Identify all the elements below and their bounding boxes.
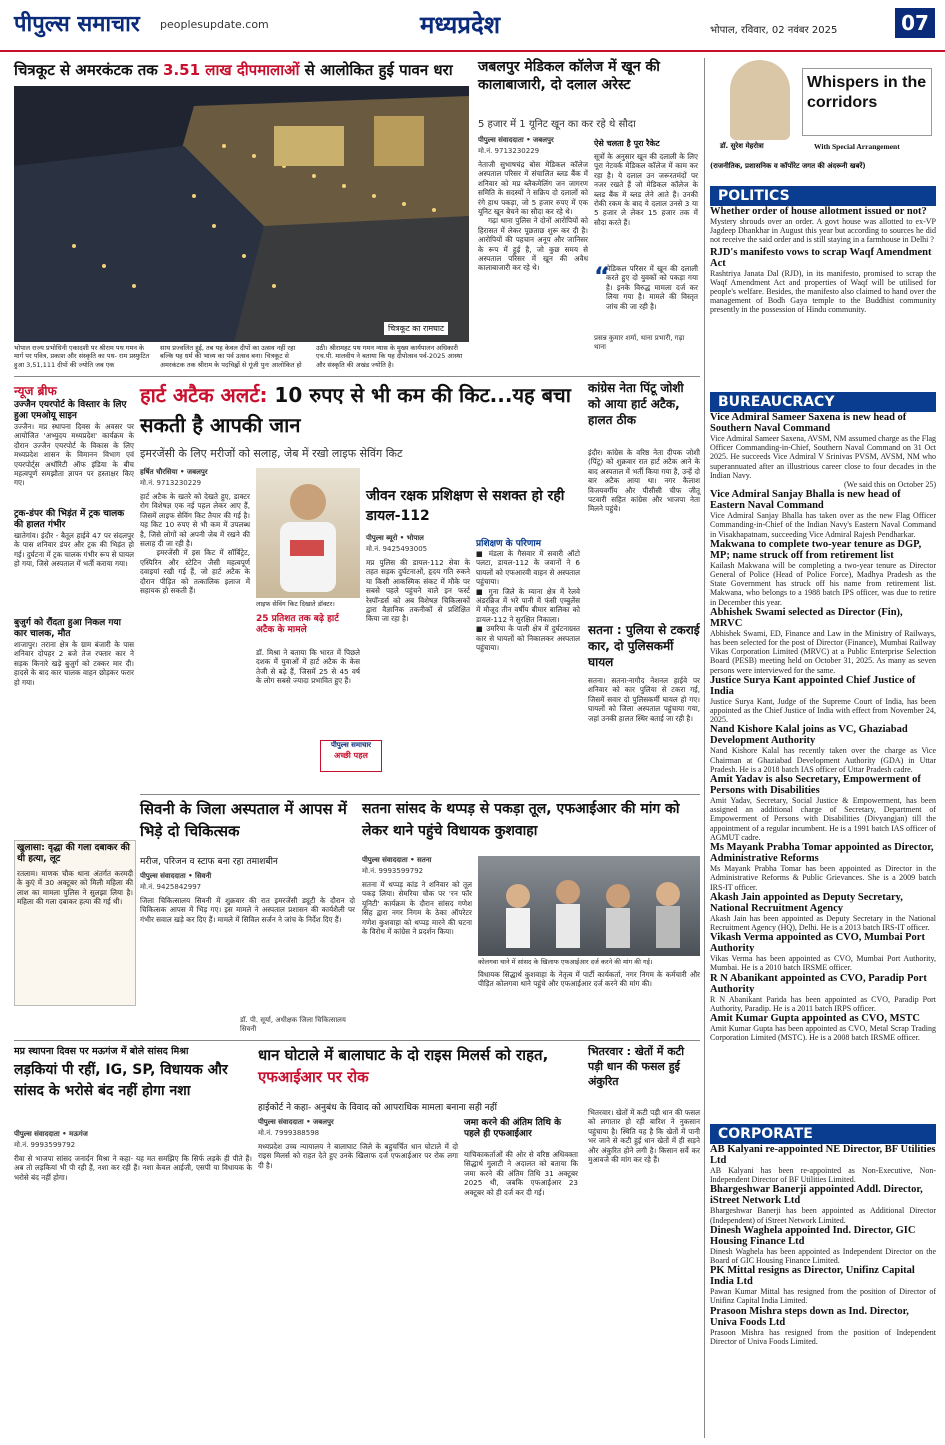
section-divider xyxy=(140,794,700,795)
satna-mp-body: सतना में थप्पड़ कांड ने शनिवार को तूल पकड़ लिया। सेमरिया चौक पर 'रन फॉर यूनिटी' कार्यक्रम के दौरान सांसद गणेश सिंह द्वारा नगर निगम के ठेका ऑपरेटर गणेश कुशवाहा को थप्पड़ मारने की घटना के विरोध में कांग्रेस ने प्रदर्शन किया। xyxy=(362,880,475,937)
bureaucracy-item-title: Justice Surya Kant appointed Chief Justice of India xyxy=(710,674,916,697)
jabalpur-byline: पीपुल्स संवाददाता • जबलपुर xyxy=(478,136,554,144)
satna-mp-headline: सतना सांसद के थप्पड़ से पकड़ा तूल, एफआईआर की मांग को लेकर थाने पहुंचे विधायक कुशवाहा xyxy=(362,801,680,839)
jabalpur-body: नेताजी सुभाषचंद्र बोस मेडिकल कॉलेज अस्पताल परिसर में संचालित ब्लड बैंक में शनिवार को मप्र ब्लैकमेलिंग जन जागरण समिति के सदस्यों ने सक्रिय दो दलालों को रंगे हाथ पकड़ा, जो 5 हजार रुपए में एक यूनिट खून बेचने का सौदा कर रहे थे। गढ़ा थाना पुलिस ने दोनों आरोपियों को हिरासत में लेकर पूछताछ शुरू कर दी है। आरोपियों की पहचान अनूप और जानिसर के रूप में हुई है, जो कुछ समय से अस्पताल परिसर में खून की अवैध कालाबाजारी कर रहे थे। xyxy=(478,160,588,273)
heart-mobile: मो.नं. 9713230229 xyxy=(140,479,202,487)
corporate-item-title: AB Kalyani re-appointed NE Director, BF Utilities Ltd xyxy=(710,1144,936,1166)
ghat-illustration xyxy=(14,86,469,342)
bureaucracy-label: BUREAUCRACY xyxy=(710,392,936,412)
drugs-kicker: मप्र स्थापना दिवस पर मऊगंज में बोले सांसद मिश्रा xyxy=(14,1046,189,1057)
doctor-illustration xyxy=(256,468,360,598)
bureaucracy-item-title: R N Abanikant appointed as CVO, Paradip Port Authority xyxy=(710,972,927,995)
special-arrangement: With Special Arrangement xyxy=(814,142,900,151)
satna-police-headline: सतना : पुलिया से टकराई कार, दो पुलिसकर्मी घायल xyxy=(588,623,700,669)
whispers-tagline: (राजनीतिक, प्रशासनिक व कॉर्पोरेट जगत की अंदरूनी खबरें) xyxy=(710,162,866,170)
headline-highlight: 3.51 लाख दीपमालाओं xyxy=(163,61,300,79)
paddy-headline xyxy=(258,1044,578,1098)
chitrakoot-headline xyxy=(14,58,469,86)
results-title: प्रशिक्षण के परिणाम xyxy=(476,539,542,549)
bureaucracy-section xyxy=(710,412,936,1122)
corporate-item-body: Dinesh Waghela has been appointed as Independent Director on the Board of GIC Housing Finance Limited. xyxy=(710,1246,936,1266)
jabalpur-headline: जबलपुर मेडिकल कॉलेज में खून की कालाबाजारी, दो दलाल अरेस्ट xyxy=(478,59,660,93)
section-divider xyxy=(14,1040,700,1041)
bureaucracy-item-body: Justice Surya Kant, Judge of the Supreme Court of India, has been appointed as the Chief Justice of India with effect from November 24, 2025. xyxy=(710,696,936,725)
corporate-item-title: Bhargeshwar Banerji appointed Addl. Director, iStreet Network Ltd xyxy=(710,1184,923,1207)
bureaucracy-item-body: Nand Kishore Kalal has recently taken over the charge as Vice Chairman at Ghaziabad Development Authority (GDA) in Uttar Pradesh. He is a 2018 batch IAS officer of Uttar Pradesh cadre. xyxy=(710,746,936,774)
satna-mp-mobile: मो.नं. 9993599792 xyxy=(362,867,424,875)
politics-section xyxy=(710,206,936,390)
bureaucracy-item-title: Amit Yadav is also Secretary, Empowerment of Persons with Disabilities xyxy=(710,774,921,797)
news-brief-label: न्यूज ब्रीफ xyxy=(14,384,57,398)
bureaucracy-item-body: Vice Admiral Sameer Saxena, AVSM, NM assumed charge as the Flag Officer Commanding-in-Chief, Southern Naval Command on 31 Oct 2025. He succeeds Vice Admiral V Srinivas PVSM, AVSM, NM who superannuated after an illustrious career close to four decades in the Indian Navy. xyxy=(710,434,936,480)
bureaucracy-item-body: Amit Kumar Gupta has been appointed as CVO, Metal Scrap Trading Corporation Limited (MSTC). He is a 2008 batch IRSME officer. xyxy=(710,1023,936,1043)
corporate-item-title: PK Mittal resigns as Director, Unifinz Capital India Ltd xyxy=(710,1265,915,1288)
bureaucracy-item-title: Vikash Verma appointed as CVO, Mumbai Port Authority xyxy=(710,932,925,955)
brief-headline: खुलासा: वृद्धा की गला दबाकर की थी हत्या, लूट xyxy=(17,843,130,864)
paddy-side-headline: जमा करने की अंतिम तिथि के पहले ही एफआईआर xyxy=(464,1118,562,1139)
heart-headline xyxy=(140,380,580,444)
congress-headline: कांग्रेस नेता पिंटू जोशी को आया हार्ट अटैक, हालत ठीक xyxy=(588,381,684,427)
corporate-section xyxy=(710,1144,936,1438)
drugs-mobile: मो.नं. 9993599792 xyxy=(14,1141,76,1149)
seoni-body: जिला चिकित्सालय सिवनी में शुक्रवार की रात इमरजेंसी ड्यूटी के दौरान दो चिकित्सक आपस में भिड़ गए। इस मामले ने अस्पताल प्रशासन की कार्यशैली पर गंभीर सवाल खड़े कर दिए हैं। मामले में सिविल सर्जन ने जांच के निर्देश दिए हैं। xyxy=(140,896,358,924)
bureaucracy-item-body: R N Abanikant Parida has been appointed as CVO, Paradip Port Authority, Paradip. He is a 2011 batch IRPS officer. xyxy=(710,994,936,1013)
chitrakoot-caption-3: उठी। श्रीरामहट पथ गमन न्यास के मुख्य कार्यपालन अधिकारी एच.पी. मालवीय ने बताया कि यह दीपोत्सव पर्व-2025 आस्था और संस्कृति की अखंड ज्योति है। xyxy=(316,344,463,369)
seoni-subhead: मरीज, परिजन व स्टाफ बना रहा तमाशबीन xyxy=(140,857,278,867)
column-divider xyxy=(704,58,705,1438)
page-number: 07 xyxy=(895,8,935,38)
seoni-byline: पीपुल्स संवाददाता • सिवनी xyxy=(140,872,212,880)
bureaucracy-item-body: Abhishek Swami, ED, Finance and Law in the Ministry of Railways, has been selected for the post of Director (Finance), Mumbai Railway Vikas Corporation Limited (MRVC) at a Public Enterprise Selection Board (PESB) meeting held on October 31, 2025. As many as seven persons were interviewed for the same. xyxy=(710,628,936,675)
headline-highlight: एफआईआर पर रोक xyxy=(258,1068,369,1086)
corporate-item-body: AB Kalyani has been re-appointed as Non-Executive, Non-Independent Director of BF Utilities Limited. xyxy=(710,1166,936,1185)
bureaucracy-item-body: Kailash Makwana will be completing a two-year tenure as Director General of Police (Head of Police Force), Madhya Pradesh as the State Government has struck off his name from retirement list. Makwana, who belongs to a 1988 batch IPS officer, was due to retire in December this year. xyxy=(710,560,936,607)
bhitarwar-body: भितरवार। खेतों में कटी पड़ी धान की फसल को लगातार हो रही बारिश ने नुकसान पहुंचाया है। स्थिति यह है कि खेतों में पानी भर जाने से कटी हुई धान खेतों में ही सड़ने और अंकुरित होने लगी है। किसान सर्वे कर मुआवजे की मांग कर रहे हैं। xyxy=(588,1108,703,1165)
photo-tag: चित्रकूट का रामघाट xyxy=(384,322,448,335)
bureaucracy-item-body: Vikas Verma has been appointed as CVO, Mumbai Port Authority, Mumbai. He is a 2010 batch IRSME officer. xyxy=(710,954,936,973)
brief-body: उज्जैन। मप्र स्थापना दिवस के अवसर पर आयोजित 'अभ्युदय मध्यप्रदेश' कार्यक्रम के दौरान उज्जैन एयरपोर्ट के विकास के लिए मध्यप्रदेश शासन के विमानन विभाग एवं एयरपोर्ट्स अथॉरिटी ऑफ इंडिया के बीच महत्वपूर्ण समझौता ज्ञापन पर हस्ताक्षर किए गए। xyxy=(14,422,137,488)
brief-body: रतलाम। माणक चौक थाना अंतर्गत करमदी के कुएं में 30 अक्टूबर को मिली महिला की लाश का मामला पुलिस ने सुलझा लिया है। महिला की गला दबाकर हत्या की गई थी। xyxy=(17,869,136,907)
bureaucracy-item-title: Amit Kumar Gupta appointed as CVO, MSTC xyxy=(710,1012,920,1024)
heart-side-body: डॉ. मिश्रा ने बताया कि भारत में पिछले दशक में युवाओं में हार्ट अटैक के केस तेजी से बढ़े हैं, जिसमें 25 से 45 वर्ष के लोग सबसे ज्यादा प्रभावित हुए हैं। xyxy=(256,648,363,686)
bureaucracy-item-title: Nand Kishore Kalal joins as VC, Ghaziabad Development Authority xyxy=(710,724,908,747)
newspaper-logo: पीपुल्स समाचार xyxy=(14,12,140,37)
dial-results xyxy=(476,536,580,790)
bhitarwar-headline: भितरवार : खेतों में कटी पड़ी धान की फसल हुई अंकुरित xyxy=(588,1045,685,1088)
corporate-item-body: Prasoon Mishra has resigned from the position of Independent Director of Univa Foods Limited. xyxy=(710,1327,936,1346)
results-list: ■ मंडला के गैसवार में सवारी ऑटो पलटा, डायल-112 के जवानों ने 6 घायलों को एफआरवी वाहन से अस्पताल पहुंचाया। ■ गुना जिले के म्याना क्षेत्र में रेलवे अंडरब्रिज में भरे पानी में फंसी एम्बुलेंस में मौजूद तीन वर्षीय बीमार बालिका को डायल-112 ने सुरक्षित निकाला। ■ उमरिया के पाली क्षेत्र में दुर्घटनाग्रस्त कार से घायलों को निकालकर अस्पताल पहुंचाया। xyxy=(476,549,580,653)
section-divider xyxy=(14,376,700,377)
politics-item-title: Whether order of house allotment issued or not? xyxy=(710,206,927,217)
paddy-subhead: हाईकोर्ट ने कहा- अनुबंध के विवाद को आपराधिक मामला बनाना सही नहीं xyxy=(258,1103,497,1113)
news-brief-column xyxy=(14,400,137,840)
drugs-headline: लड़कियां पी रहीं, IG, SP, विधायक और सांसद के भरोसे बंद नहीं होगा नशा xyxy=(14,1062,228,1099)
bureaucracy-item-body: Akash Jain has been appointed as Deputy Secretary in the National Recruitment Agency (HQ), Delhi. He is a 2013 batch IRS-IT officer. xyxy=(710,913,936,932)
politics-item-title: RJD's manifesto vows to scrap Waqf Amendment Act xyxy=(710,246,932,269)
brief-headline: बुजुर्ग को रौंदता हुआ निकल गया कार चालक, मौत xyxy=(14,618,121,639)
columnist-photo xyxy=(730,60,790,140)
protest-illustration xyxy=(478,856,700,956)
corporate-label: CORPORATE xyxy=(710,1124,936,1144)
quote-mark-icon: “ xyxy=(594,262,610,290)
masthead xyxy=(0,0,945,52)
corporate-item-title: Prasoon Mishra steps down as Ind. Director, Univa Foods Ltd xyxy=(710,1305,909,1328)
heart-byline: हर्षित चौरसिया • जबलपुर xyxy=(140,468,208,476)
jabalpur-subheading: ऐसे चलता है पूरा रैकेट xyxy=(594,139,660,148)
headline-highlight: हार्ट अटैक अलर्ट: xyxy=(140,383,268,407)
politics-item-body: Rashtriya Janata Dal (RJD), in its manifesto, promised to scrap the Waqf Amendment Act and properties of Waqf will be utilised for people's welfare. Besides, the manifesto also claimed to hand over the management of Bodh Gaya temple to the Buddhist community presently in the possession of Hindu community. xyxy=(710,268,936,315)
satna-mp-byline: पीपुल्स संवाददाता • सतना xyxy=(362,856,432,864)
brief-headline: उज्जैन एयरपोर्ट के विस्तार के लिए हुआ एमओयू साइन xyxy=(14,400,127,421)
chitrakoot-caption-2: साथ प्रज्वलित हुई, तब यह केवल दीपों का उत्सव नहीं रहा बल्कि यह धर्म की भाव्य का पर्व उत्सव बना। चित्रकूट से अमरकंटक तक श्रीराम के पदचिह्नों से गूंजी पुनः आलोकित हो xyxy=(160,344,302,369)
heart-subhead: इमरजेंसी के लिए मरीजों को सलाह, जेब में रखो लाइफ सेविंग किट xyxy=(140,447,403,460)
paddy-mobile: मो.नं. 7999388598 xyxy=(258,1129,320,1137)
heart-side-headline: 25 प्रतिशत तक बढ़े हार्ट अटैक के मामले xyxy=(256,614,339,635)
dial-body: मप्र पुलिस की डायल-112 सेवा के तहत सड़क दुर्घटनाओं, हृदय गति रुकने या किसी आकस्मिक संकट में मौके पर सबसे पहले पहुंचने वाले इन फर्स्ट रेस्पॉन्डर्स को अब विशेषज्ञ चिकित्सकों द्वारा वैज्ञानिक तकनीकों से प्रशिक्षित किया जा रहा है। xyxy=(366,558,473,624)
satna-mp-body-2: विधायक सिद्धार्थ कुशवाहा के नेतृत्व में पार्टी कार्यकर्ता, नगर निगम के कर्मचारी और पीड़ित कोलगवा थाने पहुंचे और एफआईआर दर्ज करने की मांग की। xyxy=(478,970,703,989)
brief-body: खातेगांव। इंदौर - बैतूल हाईवे 47 पर संदलपुर के पास शनिवार डंपर और ट्रक की भिड़ंत हो गई। दुर्घटना में ट्रक चालक गंभीर रूप से घायल हो गया, जिसे अस्पताल में भर्ती कराया गया। xyxy=(14,531,137,569)
drugs-body: रीवा से भाजपा सांसद जनार्दन मिश्रा ने कहा- यह मत समझिए कि सिर्फ लड़के ही पीते हैं। अब तो लड़कियां भी पी रही हैं, नशा कर रही हैं। नशा केवल आईजी, एसपी या विधायक के भरोसे बंद नहीं होगा। xyxy=(14,1154,255,1182)
jabalpur-quote: मेडिकल परिसर में खून की दलाली करते हुए दो युवकों को पकड़ा गया है। इनके विरुद्ध मामला दर्ज कर लिया गया है। मामले की विस्तृत जांच की जा रही है। xyxy=(606,264,701,311)
bureaucracy-item-title: Abhishek Swami selected as Director (Fin), MRVC xyxy=(710,606,903,629)
bureaucracy-item-body: Vice Admiral Sanjay Bhalla has taken over as the new Flag Officer Commanding-in-Chief of the Indian Navy's Eastern Naval Command in Visakhapatnam, succeeding Vice Admiral Rajesh Pendharkar. xyxy=(710,511,936,539)
satna-police-body: सतना। सतना-नागौद नेशनल हाईवे पर शनिवार को कार पुलिया से टकरा गई, जिसमें सवार दो पुलिसकर्मी घायल हो गए। घायलों को जिला अस्पताल पहुंचाया गया, जहां उनकी हालत स्थिर बताई जा रही है। xyxy=(588,676,703,723)
website-url[interactable]: peoplesupdate.com xyxy=(160,18,269,31)
chitrakoot-photo xyxy=(14,86,469,342)
dial-mobile: मो.नं. 9425493005 xyxy=(366,545,428,553)
satna-protest-photo xyxy=(478,856,700,956)
drugs-byline: पीपुल्स संवाददाता • मऊगंज xyxy=(14,1130,88,1138)
paddy-byline: पीपुल्स संवाददाता • जबलपुर xyxy=(258,1118,334,1126)
badge-brand: पीपुल्स समाचार xyxy=(330,741,372,749)
whispers-header xyxy=(710,58,936,158)
heart-body: हार्ट अटैक के खतरे को देखते हुए, डाक्टर रोग विशेषज्ञ एक नई पहल लेकर आए हैं, जिसमें लाइफ सेविंग किट तैयार की गई है। यह किट 10 रुपए से भी कम में उपलब्ध है, जिसे लोगों को अपनी जेब में रखने की सलाह दी जा रही है। इमरजेंसी में इस किट में सॉर्बिट्रेट, एस्पिरिन और स्टेटिन जैसी महत्वपूर्ण दवाइयां रखी गई हैं, जो हार्ट अटैक के दौरान पीड़ित को तत्कालिक इलाज में सहायक हो सकती हैं। xyxy=(140,492,251,596)
section-title: मध्यप्रदेश xyxy=(420,11,501,39)
jabalpur-mobile: मो.नं. 9713230229 xyxy=(478,147,540,155)
bureaucracy-item-title: Makwana to complete two-year tenure as DGP, MP; name struck off from retirement list xyxy=(710,538,922,561)
corporate-item-title: Dinesh Waghela appointed Ind. Director, GIC Housing Finance Ltd xyxy=(710,1224,916,1247)
corporate-item-body: Pawan Kumar Mittal has resigned from the position of Director of Unifinz Capital India Limited. xyxy=(710,1287,936,1306)
corporate-item-body: Bhargeshwar Banerji has been appointed as Additional Director (Independent) of iStreet Network Limited. xyxy=(710,1206,936,1225)
dateline: भोपाल, रविवार, 02 नवंबर 2025 xyxy=(710,25,838,36)
bureaucracy-item-title: Vice Admiral Sanjay Bhalla is new head of Eastern Naval Command xyxy=(710,489,901,512)
seoni-mobile: मो.नं. 9425842997 xyxy=(140,883,202,891)
politics-label: POLITICS xyxy=(710,186,936,206)
columnist-name: डॉ. सुरेश मेहरोत्रा xyxy=(720,142,764,150)
headline-part: धान घोटाले में बालाघाट के दो राइस मिलर्स को राहत, xyxy=(258,1046,549,1064)
badge-label: अच्छी पहल xyxy=(334,751,368,760)
satna-photo-caption: कोलगवा थाने में सांसद के खिलाफ एफआईआर दर्ज करने की मांग की गई। xyxy=(478,958,653,966)
seoni-signature: डॉ. पी. सूर्या, अधीक्षक जिला चिकित्सालय सिवनी xyxy=(240,1016,346,1033)
brief-body: शाजापुर। तराना क्षेत्र के ग्राम बंजारी के पास शनिवार दोपहर 2 बजे तेज रफ्तार कार ने सड़क किनारे खड़े बुजुर्ग को टक्कर मार दी। हादसे के बाद कार चालक वाहन छोड़कर फरार हो गया। xyxy=(14,640,137,687)
headline-part: 10 रुपए से भी कम की किट...यह बचा सकती है आपकी जान xyxy=(140,383,571,437)
bureaucracy-item-title: Akash Jain appointed as Deputy Secretary, National Recruitment Agency xyxy=(710,891,903,914)
congress-body: इंदौर। कांग्रेस के वरिष्ठ नेता दीपक जोशी (पिंटू) को शुक्रवार रात हार्ट अटैक आने के बाद अस्पताल में भर्ती किया गया है, उन्हें दो बार अटैक आया था। नगर कैलाश विजयवर्गीय और पीसीसी चीफ जीतू पटवारी सहित कांग्रेस और भाजपा नेता मिलने पहुंचे। xyxy=(588,448,703,514)
doctor-photo xyxy=(256,468,360,598)
jabalpur-quote-by: प्रसन्न कुमार शर्मा, थाना प्रभारी, गढ़ा थाना xyxy=(594,334,685,351)
bureaucracy-item-title: Vice Admiral Sameer Saxena is new head of Southern Naval Command xyxy=(710,412,907,434)
seoni-headline: सिवनी के जिला अस्पताल में आपस में भिड़े दो चिकित्सक xyxy=(140,800,347,840)
jabalpur-body-2: सूत्रों के अनुसार खून की दलाली के लिए पूरा नेटवर्क मेडिकल कॉलेज में काम कर रहा है। ये दलाल उन जरूरतमंदों पर नजर रखते हैं जो मेडिकल कॉलेज के ब्लड बैंक में ब्लड लेने आते हैं। उनकी रोकी रकम के बाद ये दलाल उनसे 3 या 5 हजार ले लेकर 15 हजार तक में सौदा करते हैं। xyxy=(594,152,701,227)
brief-headline: ट्रक-डंपर की भिड़ंत में ट्रक चालक की हालत गंभीर xyxy=(14,509,125,530)
whispers-title: Whispers in the corridors xyxy=(802,68,932,136)
chitrakoot-caption-1: भोपाल राज्य प्रभोधिनी एकादशी पर श्रीराम पथ गमन के मार्ग पर पवित्र, प्रकाश और संस्कृति का पथ- राम प्रस्फुटित हुआ 3,51,111 दीपों की ज्योति जब एक xyxy=(14,344,150,369)
doctor-photo-caption: लाइफ सेविंग किट दिखाते डॉक्टर। xyxy=(256,600,335,608)
dial-headline: जीवन रक्षक प्रशिक्षण से सशक्त हो रही डायल-112 xyxy=(366,488,565,524)
politics-item-body: Mystery shrouds over an order. A govt house was allotted to ex-VP Jagdeep Dhankhar in August this year but according to sources he did not receive the said order and is still staying in a farmhouse in Delhi ? xyxy=(710,217,936,245)
bureaucracy-item-body: Amit Yadav, Secretary, Social Justice & Empowerment, has been assigned an additional charge of Secretary, Department of Empowerment of Persons with Disabilities (Divyangjan) till the appointment of a regular incumbent. He is a 1991 batch IAS officer of AGMUT cadre. xyxy=(710,796,936,842)
bureaucracy-item-body: Ms Mayank Prabha Tomar has been appointed as Director in the Administrative Reforms & Public Grievances. She is a 2009 batch IRS-IT officer. xyxy=(710,864,936,892)
jabalpur-subhead: 5 हजार में 1 यूनिट खून का कर रहे थे सौदा xyxy=(478,119,636,130)
headline-part: चित्रकूट से अमरकंटक तक xyxy=(14,61,164,79)
paddy-side-body: याचिकाकर्ताओं की ओर से वरिष्ठ अधिवक्ता सिद्धार्थ गुलाटी ने अदालत को बताया कि जमा करने की अंतिम तिथि 31 अक्टूबर 2025 थी, जबकि एफआईआर 23 अक्टूबर को ही दर्ज कर दी गई। xyxy=(464,1150,581,1197)
paddy-body: मध्यप्रदेश उच्च न्यायालय ने बालाघाट जिले के बहुचर्चित धान घोटाले में दो राइस मिलर्स को राहत देते हुए उनके खिलाफ दर्ज एफआईआर पर रोक लगा दी है। xyxy=(258,1142,461,1170)
bureaucracy-item-title: Ms Mayank Prabha Tomar appointed as Director, Administrative Reforms xyxy=(710,842,934,865)
headline-part: से आलोकित हुई पावन धरा xyxy=(299,61,453,79)
brief-box xyxy=(14,840,136,1006)
bureaucracy-note: (We said this on October 25) xyxy=(844,480,936,490)
dial-byline: पीपुल्स ब्यूरो • भोपाल xyxy=(366,534,424,542)
